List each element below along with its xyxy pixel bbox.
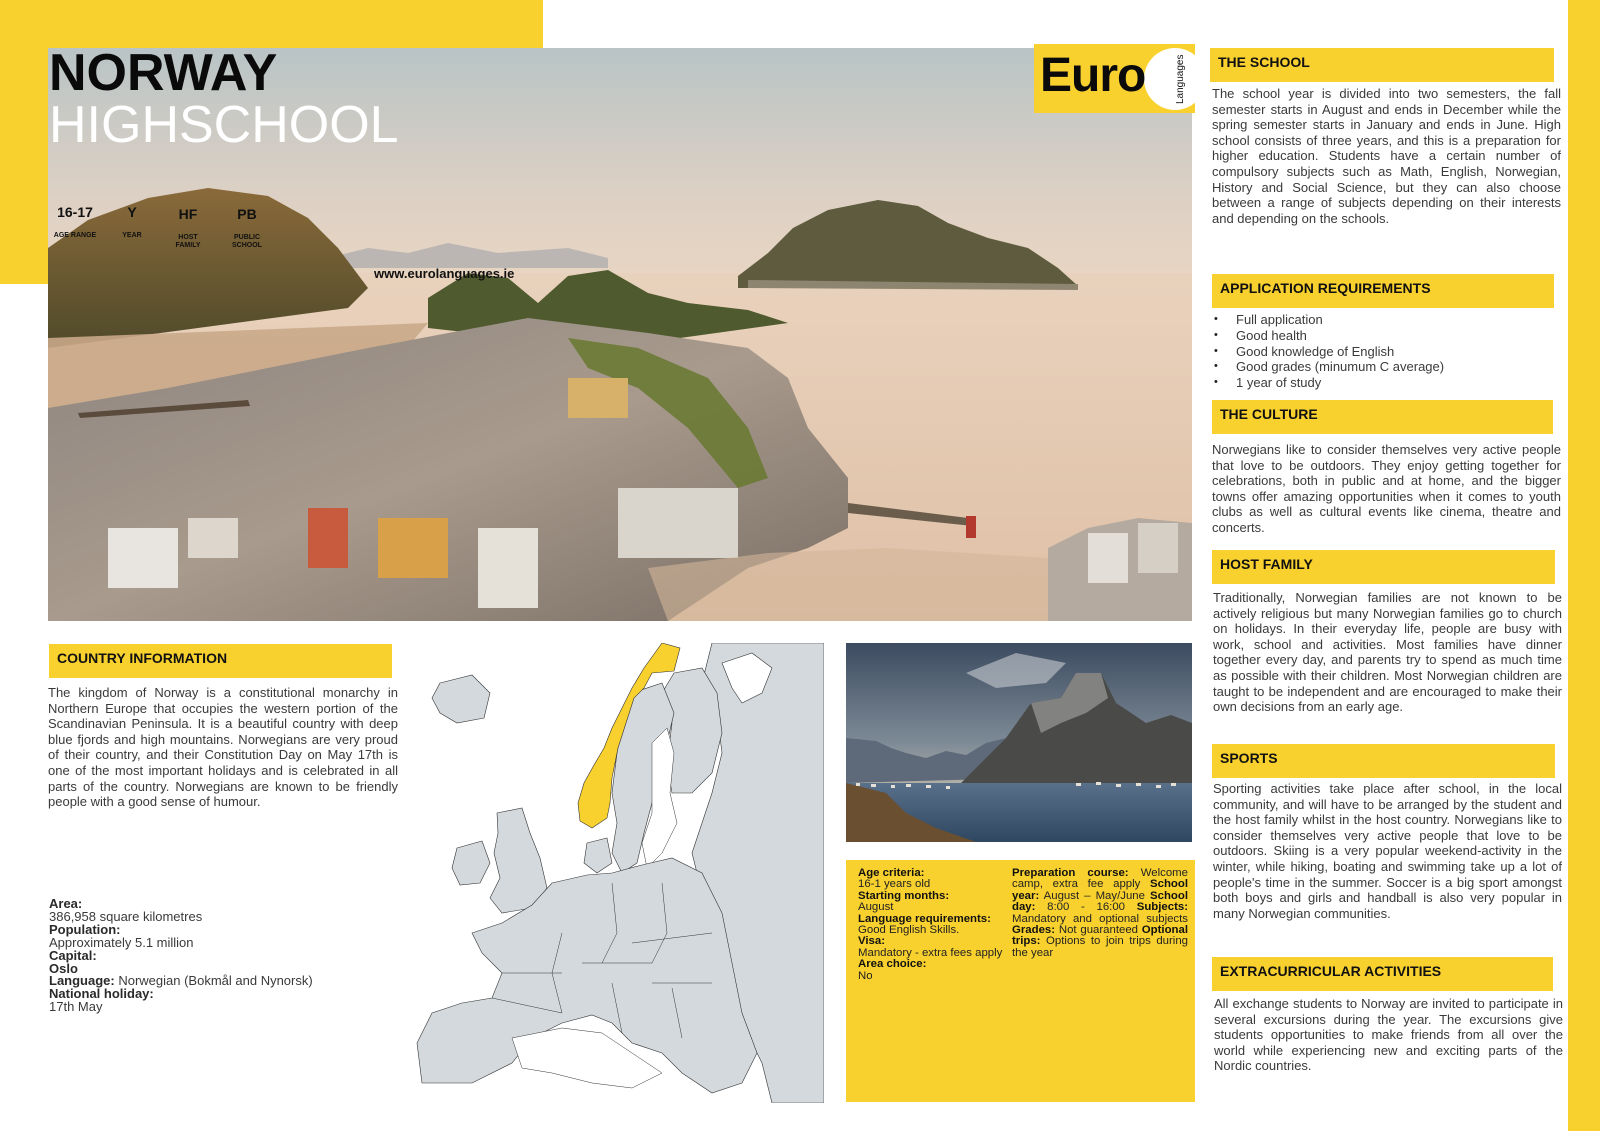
detail-age-label: Age criteria: (858, 867, 925, 879)
requirement-item: • Full application (1214, 312, 1444, 328)
detail-subjects-value: Mandatory and optional subjects (1012, 912, 1188, 925)
detail-area-label: Area choice: (858, 958, 927, 971)
detail-prep-label: Preparation course: (1012, 867, 1129, 879)
fact-language-value: Norwegian (Bokmål and Nynorsk) (114, 973, 313, 989)
stat-host-family (166, 206, 210, 250)
detail-start-label: Starting months: (858, 889, 950, 902)
stat-host-family-value: HF (178, 206, 198, 222)
requirement-item: • Good health (1214, 328, 1444, 344)
country-facts (49, 898, 313, 1014)
section-heading-sports: SPORTS (1212, 744, 1555, 778)
section-body-host-family: Traditionally, Norwegian families are not known to be actively religious but many Norwegian families go to church on holidays. In their everyday life, people are busy with work, school and activities. Most families have dinner together every day, and parents try to spend as much time as possible with their children. Most Norwegian children are taught to be independent and are encouraged to make their own decisions from an early age. (1213, 590, 1562, 715)
fact-area-value: 386,958 square kilometres (49, 908, 203, 924)
euro-languages-logo (1034, 44, 1195, 113)
detail-trips-label: Optional trips: (1012, 924, 1188, 948)
section-body-country: The kingdom of Norway is a constitutional monarchy in Northern Europe that occupies the western portion of the Scandinavian Peninsula. It is a beautiful country with deep blue fjords and high mountains. Norwegians are very proud of their country, and their Constitution Day on May 17th is one of the most important holidays and is celebrated in all parts of the country. Norwegians are known to be friendly people with a good sense of humour. (48, 685, 398, 810)
detail-year-label: School year: (1012, 878, 1188, 902)
detail-year-value: August – May/June (1039, 889, 1151, 902)
stat-public-school-value: PB (237, 206, 257, 222)
detail-prep-value: Welcome camp, extra fee apply (1012, 867, 1188, 891)
europe-map-svg (412, 643, 824, 1103)
detail-day-label: School day: (1012, 889, 1188, 914)
right-yellow-strip (1568, 0, 1600, 1131)
requirement-item: • 1 year of study (1214, 375, 1444, 391)
stat-public-school (222, 206, 272, 250)
fact-area-label: Area: (49, 896, 83, 911)
section-body-culture: Norwegians like to consider themselves very active people that love to be outdoors. They enjoy getting together for celebrations, both in public and at home, and the bigger towns offer amazing opportunities when it comes to youth clubs as well as cultural events like cinema, theatre and concerts. (1212, 442, 1561, 535)
requirement-item: • Good knowledge of English (1214, 344, 1444, 360)
section-body-school: The school year is divided into two semesters, the fall semester starts in August and ends in December while the spring semester starts in January and ends in June. High school consists of three years, and this is a preparation for higher education. Students have a certain number of compulsory subjects such as Math, English, Norwegian, History and Social Science, but they can also choose between a range of subjects depending on their interests and depending on the schools. (1212, 86, 1561, 226)
section-heading-application: APPLICATION REQUIREMENTS (1212, 274, 1554, 308)
stat-age-range-value: 16-17 (57, 204, 93, 220)
fact-capital-label: Capital: (49, 947, 97, 963)
program-details-box (846, 860, 1195, 1102)
europe-map (412, 643, 824, 1103)
logo-text-euro: Euro (1040, 49, 1146, 102)
title-program: HIGHSCHOOL (49, 96, 399, 154)
fact-holiday-value: 17th May (49, 999, 103, 1015)
details-right-column (1012, 868, 1188, 959)
section-heading-host-family: HOST FAMILY (1212, 550, 1555, 584)
detail-age-value: 16-1 years old (858, 878, 931, 891)
detail-grades-label: Grades: (1012, 924, 1056, 937)
section-body-extracurricular: All exchange students to Norway are invited to participate in several excursions during the year. The excursions give students opportunities to make friends from all over the world while experiencing new and exciting parts of the Nordic countries. (1214, 996, 1563, 1074)
top-yellow-band (0, 0, 543, 48)
detail-day-value: 8:00 - 16:00 (1035, 901, 1137, 914)
requirement-item: • Good grades (minumum C average) (1214, 359, 1444, 375)
fact-capital-value: Oslo (49, 960, 78, 976)
section-heading-extracurricular: EXTRACURRICULAR ACTIVITIES (1212, 957, 1553, 991)
section-heading-school: THE SCHOOL (1210, 48, 1554, 82)
fact-language-label: Language: (49, 973, 115, 989)
section-heading-country: COUNTRY INFORMATION (49, 644, 392, 678)
logo-circle (1144, 48, 1195, 110)
detail-visa-label: Visa: (858, 935, 886, 948)
stat-public-school-label: PUBLIC SCHOOL (232, 234, 262, 249)
section-body-sports: Sporting activities take place after school, in the local community, and will have to be arranged by the student and the host family whilst in the host country. Norwegians like to consider themselves very active people that love to be outdoors. Skiing is a very popular weekend-activity in the winter, while hiking, boating and swimming take up a lot of people's time in the summer. Soccer is a big sport amongst both boys and girls and handball is also very popular in many Norwegian communities. (1213, 781, 1562, 921)
detail-area-value: No (858, 969, 873, 982)
stat-year (112, 204, 152, 240)
mountain-photo-illustration (846, 643, 1192, 842)
detail-visa-value: Mandatory - extra fees apply (858, 946, 1003, 959)
detail-langreq-value: Good English Skills. (858, 924, 960, 937)
left-yellow-band (0, 0, 48, 284)
detail-subjects-label: Subjects: (1136, 901, 1188, 914)
stat-age-range-label: AGE RANGE (53, 232, 97, 239)
title-country: NORWAY (49, 44, 278, 102)
website-link[interactable]: www.eurolanguages.ie (374, 266, 515, 281)
stat-year-label: YEAR (122, 232, 142, 239)
section-heading-culture: THE CULTURE (1212, 400, 1553, 434)
detail-start-value: August (858, 901, 894, 914)
stat-year-value: Y (127, 204, 137, 220)
lofoten-mountain-photo (846, 643, 1192, 842)
fact-population-value: Approximately 5.1 million (49, 934, 194, 950)
detail-grades-value: Not guaranteed (1055, 924, 1142, 937)
stat-host-family-label: HOST FAMILY (175, 234, 201, 249)
detail-langreq-label: Language requirements: (858, 912, 991, 925)
fact-population-label: Population: (49, 921, 121, 937)
fact-holiday-label: National holiday: (49, 986, 154, 1002)
details-left-column (858, 868, 1006, 982)
logo-text-languages: Languages (1175, 54, 1186, 104)
detail-trips-value: Options to join trips during the year (1012, 935, 1188, 959)
application-requirements-list (1214, 312, 1444, 391)
stat-age-range (52, 204, 98, 240)
